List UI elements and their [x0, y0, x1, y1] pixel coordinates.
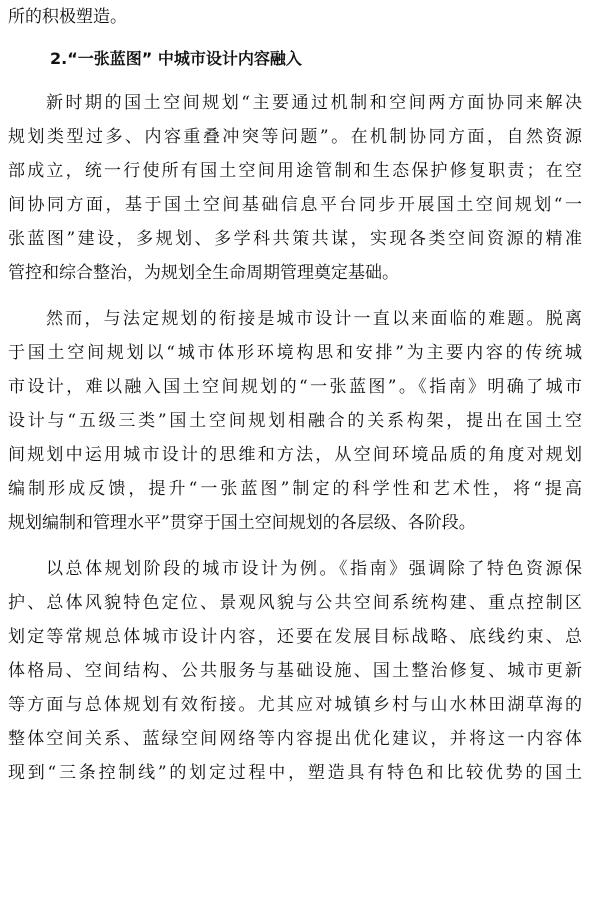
paragraph-3-line-3: 划定等常规总体城市设计内容，还要在发展目标战略、底线约束、总 [8, 627, 582, 647]
paragraph-2-line-6: 编制形成反馈，提升“一张蓝图”制定的科学性和艺术性，将“提高 [8, 479, 582, 499]
paragraph-2-line-5: 间规划中运用城市设计的思维和方法，从空间环境品质的角度对规划 [8, 445, 582, 465]
paragraph-3-line-5: 等方面与总体规划有效衔接。尤其应对城镇乡村与山水林田湖草海的 [8, 695, 582, 715]
paragraph-2-line-4: 设计与“五级三类”国土空间规划相融合的关系构架，提出在国土空 [8, 411, 582, 431]
paragraph-2-line-2: 于国土空间规划以“城市体形环境构思和安排”为主要内容的传统城 [8, 343, 582, 363]
paragraph-1-line-5: 张蓝图”建设，多规划、多学科共策共谋，实现各类空间资源的精准 [8, 229, 582, 249]
section-heading-line [0, 42, 590, 76]
paragraph-3-line-4: 体格局、空间结构、公共服务与基础设施、国土整治修复、城市更新 [8, 661, 582, 681]
section-heading: 2.“一张蓝图” 中城市设计内容融入 [50, 49, 302, 68]
paragraph-1-line-1: 新时期的国土空间规划“主要通过机制和空间两方面协同来解决 [46, 93, 582, 113]
paragraph-1-line-6: 管控和综合整治，为规划全生命周期管理奠定基础。 [8, 263, 399, 283]
paragraph-3-line-2: 护、总体风貌特色定位、景观风貌与公共空间系统构建、重点控制区 [8, 593, 582, 613]
paragraph-3-line-7: 现到“三条控制线”的划定过程中，塑造具有特色和比较优势的国土 [8, 763, 582, 783]
paragraph-3-line-1: 以总体规划阶段的城市设计为例。《指南》强调除了特色资源保 [46, 559, 582, 579]
paragraph-2-line-1: 然而，与法定规划的衔接是城市设计一直以来面临的难题。脱离 [46, 309, 582, 329]
paragraph-2-line-3: 市设计，难以融入国土空间规划的“一张蓝图”。《指南》明确了城市 [8, 377, 582, 397]
intro-fragment-line [0, 0, 590, 34]
paragraph-3-line-6: 整体空间关系、蓝绿空间网络等内容提出优化建议，并将这一内容体 [8, 729, 582, 749]
paragraph-1-line-2: 规划类型过多、内容重叠冲突等问题”。在机制协同方面，自然资源 [8, 127, 582, 147]
paragraph-2-line-7: 规划编制和管理水平”贯穿于国土空间规划的各层级、各阶段。 [8, 513, 476, 533]
paragraph-1-line-4: 间协同方面，基于国土空间基础信息平台同步开展国土空间规划“一 [8, 195, 582, 215]
intro-fragment: 所的积极塑造。 [8, 7, 127, 27]
paragraph-1-line-3: 部成立，统一行使所有国土空间用途管制和生态保护修复职责；在空 [8, 161, 582, 181]
